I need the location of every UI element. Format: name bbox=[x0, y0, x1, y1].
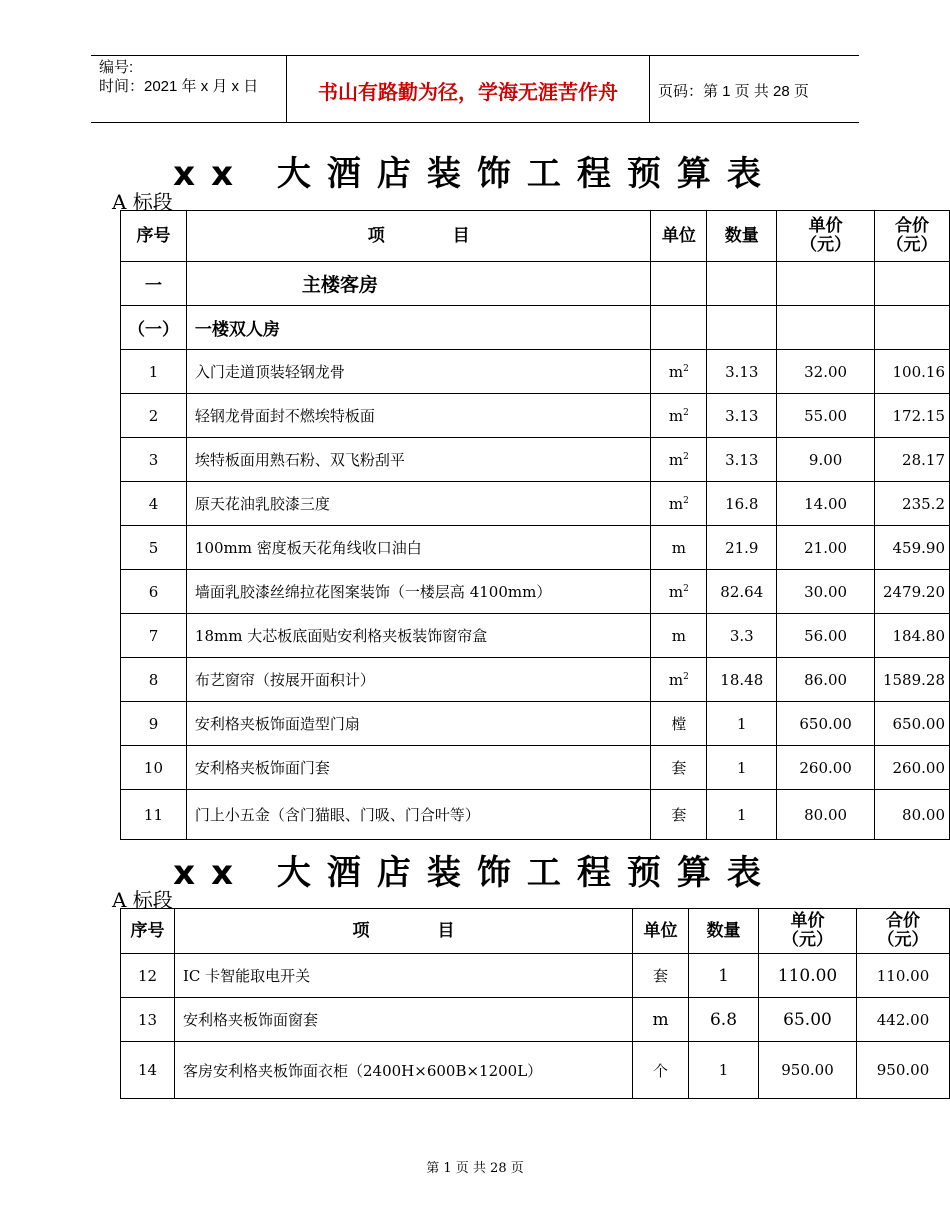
section-name: 主楼客房 bbox=[186, 262, 651, 306]
col-price: 单价 （元） bbox=[759, 909, 857, 954]
table-row bbox=[121, 526, 950, 570]
row-item: 18mm 大芯板底面贴安利格夹板装饰窗帘盒 bbox=[186, 614, 651, 658]
header-info bbox=[99, 58, 289, 96]
row-total: 110.00 bbox=[857, 954, 950, 998]
document-header bbox=[91, 55, 859, 123]
row-qty: 3.3 bbox=[707, 614, 777, 658]
row-qty: 21.9 bbox=[707, 526, 777, 570]
col-unit: 单位 bbox=[633, 909, 689, 954]
row-qty: 3.13 bbox=[707, 350, 777, 394]
col-seq: 序号 bbox=[121, 211, 187, 262]
row-qty: 3.13 bbox=[707, 394, 777, 438]
row-item: 墙面乳胶漆丝绵拉花图案装饰（一楼层高 4100mm） bbox=[186, 570, 651, 614]
row-qty: 3.13 bbox=[707, 438, 777, 482]
section-row bbox=[121, 262, 950, 306]
page-indicator: 页码：第 1 页 共 28 页 bbox=[658, 83, 809, 100]
row-total: 260.00 bbox=[875, 746, 950, 790]
row-seq: 5 bbox=[121, 526, 187, 570]
row-seq: 12 bbox=[121, 954, 175, 998]
row-price: 56.00 bbox=[777, 614, 875, 658]
row-total: 100.16 bbox=[875, 350, 950, 394]
row-item: 轻钢龙骨面封不燃埃特板面 bbox=[186, 394, 651, 438]
table-row bbox=[121, 394, 950, 438]
table-row bbox=[121, 746, 950, 790]
row-price: 14.00 bbox=[777, 482, 875, 526]
row-seq: 13 bbox=[121, 998, 175, 1042]
row-qty: 1 bbox=[689, 1042, 759, 1099]
row-total: 459.90 bbox=[875, 526, 950, 570]
row-price: 260.00 bbox=[777, 746, 875, 790]
time-label: 时间：2021 年 x 月 x 日 bbox=[99, 78, 259, 95]
header-divider bbox=[649, 56, 650, 122]
row-price: 65.00 bbox=[759, 998, 857, 1042]
row-price: 55.00 bbox=[777, 394, 875, 438]
row-unit: 套 bbox=[651, 746, 707, 790]
subsection-index: （一） bbox=[121, 306, 187, 350]
row-price: 110.00 bbox=[759, 954, 857, 998]
page-footer: 第 1 页 共 28 页 bbox=[426, 1161, 524, 1176]
col-qty: 数量 bbox=[707, 211, 777, 262]
row-seq: 9 bbox=[121, 702, 187, 746]
row-price: 80.00 bbox=[777, 790, 875, 840]
row-total: 650.00 bbox=[875, 702, 950, 746]
col-item: 项 目 bbox=[186, 211, 651, 262]
row-price: 9.00 bbox=[777, 438, 875, 482]
row-qty: 16.8 bbox=[707, 482, 777, 526]
row-seq: 6 bbox=[121, 570, 187, 614]
row-item: 门上小五金（含门猫眼、门吸、门合叶等） bbox=[186, 790, 651, 840]
row-total: 172.15 bbox=[875, 394, 950, 438]
col-qty: 数量 bbox=[689, 909, 759, 954]
row-unit: m bbox=[651, 526, 707, 570]
row-seq: 1 bbox=[121, 350, 187, 394]
row-total: 2479.20 bbox=[875, 570, 950, 614]
row-item: 入门走道顶装轻钢龙骨 bbox=[186, 350, 651, 394]
segment-label: A 标段 bbox=[112, 190, 173, 214]
row-unit: $m^2$ bbox=[651, 394, 707, 438]
row-unit: m bbox=[651, 614, 707, 658]
section-index: 一 bbox=[121, 262, 187, 306]
row-seq: 3 bbox=[121, 438, 187, 482]
row-item: 客房安利格夹板饰面衣柜（2400H×600B×1200L） bbox=[175, 1042, 633, 1099]
table-row bbox=[121, 998, 950, 1042]
row-unit: $m^2$ bbox=[651, 350, 707, 394]
row-qty: 6.8 bbox=[689, 998, 759, 1042]
row-item: 100mm 密度板天花角线收口油白 bbox=[186, 526, 651, 570]
page-title-repeat: xx 大酒店装饰工程预算表 bbox=[173, 853, 777, 893]
row-item: 埃特板面用熟石粉、双飞粉刮平 bbox=[186, 438, 651, 482]
page-title: xx 大酒店装饰工程预算表 bbox=[173, 154, 777, 194]
row-item: 布艺窗帘（按展开面积计） bbox=[186, 658, 651, 702]
row-seq: 10 bbox=[121, 746, 187, 790]
table-row bbox=[121, 658, 950, 702]
subsection-row bbox=[121, 306, 950, 350]
row-total: 235.2 bbox=[875, 482, 950, 526]
row-total: 184.80 bbox=[875, 614, 950, 658]
row-total: 28.17 bbox=[875, 438, 950, 482]
row-unit: 樘 bbox=[651, 702, 707, 746]
row-total: 950.00 bbox=[857, 1042, 950, 1099]
table-row bbox=[121, 954, 950, 998]
row-item: 安利格夹板饰面窗套 bbox=[175, 998, 633, 1042]
segment-label-repeat: A 标段 bbox=[112, 888, 173, 912]
row-price: 21.00 bbox=[777, 526, 875, 570]
col-price: 单价 （元） bbox=[777, 211, 875, 262]
row-seq: 14 bbox=[121, 1042, 175, 1099]
budget-table-2 bbox=[120, 908, 950, 1099]
table-row bbox=[121, 350, 950, 394]
row-price: 950.00 bbox=[759, 1042, 857, 1099]
row-item: 安利格夹板饰面造型门扇 bbox=[186, 702, 651, 746]
row-qty: 18.48 bbox=[707, 658, 777, 702]
row-unit: $m^2$ bbox=[651, 438, 707, 482]
row-unit: 套 bbox=[633, 954, 689, 998]
row-seq: 7 bbox=[121, 614, 187, 658]
col-item: 项 目 bbox=[175, 909, 633, 954]
row-total: 442.00 bbox=[857, 998, 950, 1042]
row-unit: $m^2$ bbox=[651, 658, 707, 702]
row-item: 安利格夹板饰面门套 bbox=[186, 746, 651, 790]
table-row bbox=[121, 702, 950, 746]
number-label: 编号: bbox=[99, 59, 134, 76]
row-price: 650.00 bbox=[777, 702, 875, 746]
row-qty: 1 bbox=[707, 746, 777, 790]
col-unit: 单位 bbox=[651, 211, 707, 262]
row-unit: $m^2$ bbox=[651, 482, 707, 526]
row-qty: 82.64 bbox=[707, 570, 777, 614]
table-row bbox=[121, 1042, 950, 1099]
header-motto: 书山有路勤为径，学海无涯苦作舟 bbox=[318, 80, 618, 104]
row-seq: 11 bbox=[121, 790, 187, 840]
table-row bbox=[121, 438, 950, 482]
row-seq: 4 bbox=[121, 482, 187, 526]
col-total: 合价 （元） bbox=[875, 211, 950, 262]
row-item: IC 卡智能取电开关 bbox=[175, 954, 633, 998]
col-total: 合价 （元） bbox=[857, 909, 950, 954]
row-qty: 1 bbox=[689, 954, 759, 998]
row-price: 30.00 bbox=[777, 570, 875, 614]
row-seq: 8 bbox=[121, 658, 187, 702]
row-item: 原天花油乳胶漆三度 bbox=[186, 482, 651, 526]
row-total: 80.00 bbox=[875, 790, 950, 840]
budget-table-1 bbox=[120, 210, 950, 840]
table-row bbox=[121, 790, 950, 840]
table-row bbox=[121, 570, 950, 614]
row-unit: m bbox=[633, 998, 689, 1042]
table-row bbox=[121, 614, 950, 658]
row-price: 32.00 bbox=[777, 350, 875, 394]
col-seq: 序号 bbox=[121, 909, 175, 954]
table-row bbox=[121, 482, 950, 526]
row-total: 1589.28 bbox=[875, 658, 950, 702]
row-unit: $m^2$ bbox=[651, 570, 707, 614]
row-qty: 1 bbox=[707, 790, 777, 840]
row-price: 86.00 bbox=[777, 658, 875, 702]
table-header-row bbox=[121, 909, 950, 954]
subsection-name: 一楼双人房 bbox=[186, 306, 651, 350]
row-qty: 1 bbox=[707, 702, 777, 746]
row-unit: 个 bbox=[633, 1042, 689, 1099]
row-unit: 套 bbox=[651, 790, 707, 840]
table-header-row bbox=[121, 211, 950, 262]
row-seq: 2 bbox=[121, 394, 187, 438]
